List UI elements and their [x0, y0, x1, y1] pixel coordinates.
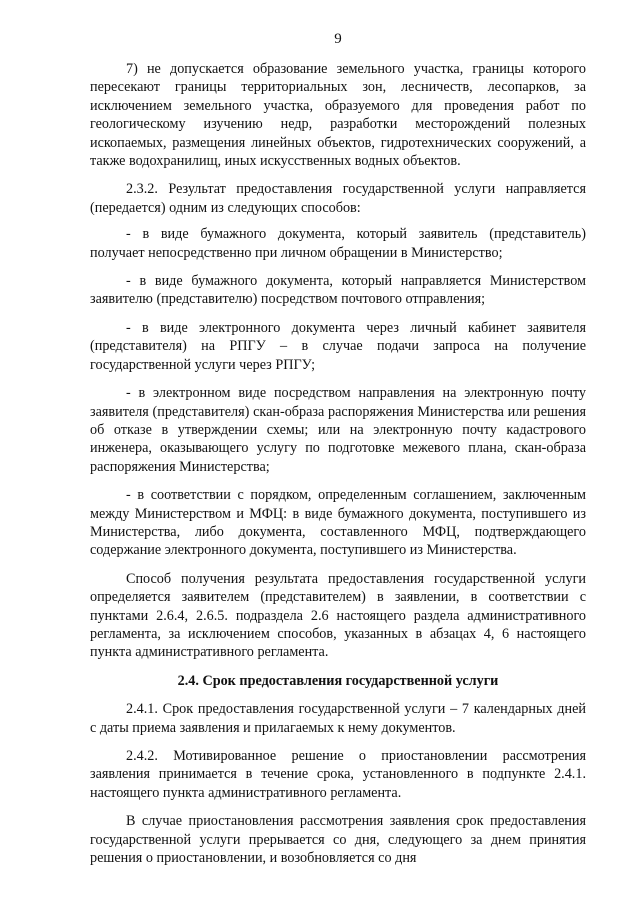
- paragraph-land-restriction: 7) не допускается образование земельного участка, границы которого пересекают границы территориальных зон, лесничеств, лесопарков, за исключением земельного участка, образуемого для проведения работ по геологическому изучению недр, разработки месторождений полезных ископаемых, размещения линейных объектов, гидротехнических сооружений, а также водохранилищ, иных искусственных водных объектов.: [90, 61, 586, 170]
- paragraph-suspension: В случае приостановления рассмотрения заявления срок предоставления государственной услуги прерывается со дня, следующего за днем принятия решения о приостановлении, и возобновляется со дня: [90, 813, 586, 867]
- list-item-paper-mail: - в виде бумажного документа, который направляется Министерством заявителю (представителю) посредством почтового отправления;: [90, 273, 586, 308]
- paragraph-2-4-2: 2.4.2. Мотивированное решение о приостановлении рассмотрения заявления принимается в течение срока, установленного в подпункте 2.4.1. настоящего пункта административного регламента.: [90, 748, 586, 801]
- paragraph-2-4-1: 2.4.1. Срок предоставления государственной услуги – 7 календарных дней с даты приема заявления и прилагаемых к нему документов.: [90, 701, 586, 736]
- paragraph-2-3-2: 2.3.2. Результат предоставления государственной услуги направляется (передается) одним из следующих способов:: [90, 181, 586, 216]
- list-item-mfc: - в соответствии с порядком, определенным соглашением, заключенным между Министерством и МФЦ: в виде бумажного документа, поступившего из Министерства, либо документа, составленного МФЦ, подтверждающего содержание электронного документа, поступившего из Министерства.: [90, 487, 586, 559]
- page-number: 9: [334, 31, 342, 47]
- list-item-electronic-rpgu: - в виде электронного документа через личный кабинет заявителя (представителя) на РПГУ – в случае подачи запроса на получение государственной услуги через РПГУ;: [90, 319, 586, 373]
- list-item-paper-personal: - в виде бумажного документа, который заявитель (представитель) получает непосредственно при личном обращении в Министерство;: [90, 226, 586, 261]
- paragraph-suspension-cut-wrapper: [90, 812, 586, 867]
- document-page: [90, 30, 586, 867]
- list-item-electronic-email: - в электронном виде посредством направления на электронную почту заявителя (представителя) скан-образа распоряжения Министерства или решения об отказе в утверждении схемы; или на электронную почту кадастрового инженера, оказывающего услугу по подготовке межевого плана, скан-образа распоряжения Министерства;: [90, 385, 586, 475]
- section-heading-2-4: 2.4. Срок предоставления государственной услуги: [177, 672, 499, 689]
- paragraph-method-choice: Способ получения результата предоставления государственной услуги определяется заявителем (представителем) в заявлении, в соответствии с пунктами 2.6.4, 2.6.5. подраздела 2.6 настоящего раздела административного регламента, за исключением способов, указанных в абзацах 4, 6 настоящего пункта административного регламента.: [90, 570, 586, 661]
